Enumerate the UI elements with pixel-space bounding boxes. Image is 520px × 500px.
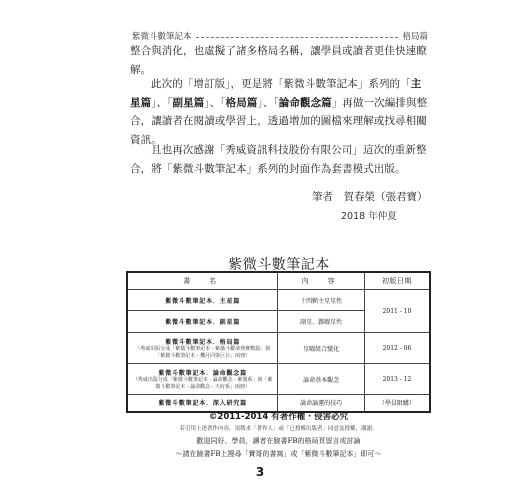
book-name: 紫微斗數筆記本．主星篇 <box>165 297 241 305</box>
header-book: 書 名 <box>127 272 278 290</box>
header-divider <box>196 37 399 38</box>
bold-concept: 論命觀念篇 <box>278 96 332 109</box>
content-cell: 論命論運的技巧 <box>278 395 364 412</box>
book-name: 紫微斗數筆記本．格局篇 <box>165 338 241 346</box>
date-cell: （學員限購） <box>364 395 430 412</box>
table-title: 紫微斗數筆記本 <box>228 257 330 273</box>
book-cell <box>127 364 278 395</box>
content-cell: 星曜組合變化 <box>278 333 364 364</box>
table-row <box>127 364 430 395</box>
paragraph-2-text: 」、「 <box>257 96 279 109</box>
book-cell <box>127 333 278 364</box>
editions-table <box>126 271 431 413</box>
bold-secondary-star: 副星篇 <box>172 96 205 109</box>
paragraph-2-text: 」再做一次編排與整合，讓讀者在閱讀或學習上，透過增加的圖檔來理解或找尋相關資訊。 <box>130 96 428 146</box>
content-cell: 十四顆主星星性 <box>278 290 364 311</box>
running-header <box>132 29 428 43</box>
signature-date: 2018 年仲夏 <box>341 211 397 222</box>
author-signature: 筆者 賀春榮（張君寶） <box>312 191 428 203</box>
book-cell <box>127 290 278 311</box>
header-section-title: 格局篇 <box>402 32 428 42</box>
header-date: 初版日期 <box>364 272 430 290</box>
bold-main-star: 主星篇 <box>130 78 422 109</box>
paragraph-2-text: 」、「 <box>151 96 173 109</box>
paragraph-2 <box>130 75 430 149</box>
table-row <box>127 333 430 364</box>
page-number: 3 <box>255 465 265 479</box>
copyright-notice: ©2011-2014 有著作權 ‧ 侵害必究 <box>208 412 349 422</box>
book-cell <box>127 311 278 333</box>
book-cell <box>127 395 278 412</box>
book-name: 紫微斗數筆記本．副星篇 <box>165 319 241 326</box>
footer-line-1: 歡迎同好、學員，讀者在臉書FB的格局頁留言或討論 <box>196 437 361 445</box>
paragraph-1: 整合與消化，也虛擬了諸多格局名稱，讓學員或讀者更佳快速瞭解。 <box>130 45 427 76</box>
table-row <box>127 395 430 412</box>
date-cell: 2011 - 10 <box>364 290 430 333</box>
table-header-row <box>127 272 430 290</box>
content-cell: 副星、雜曜星性 <box>278 311 364 333</box>
date-cell: 2012 - 06 <box>364 333 430 364</box>
header-book-title: 紫微斗數筆記本 <box>132 32 192 42</box>
content-cell: 論命基本觀念 <box>278 364 364 395</box>
footer-line-2: ～請在臉書FB上搜尋「寶哥的書窩」或「紫微斗數筆記本」即可～ <box>175 450 382 458</box>
paragraph-2-text: 此次的「增訂版」，更是將「紫微斗數筆記本」系列的「 <box>151 78 411 90</box>
paragraph-2-text: 」、「 <box>204 96 226 109</box>
book-note: （秀威出版分成「紫微斗數筆記本 - 紫薇斗數命理實戰篇」與「紫微斗數筆記本 - 機月同梁巨日」兩冊） <box>135 345 271 359</box>
book-name: 紫微斗數筆記本．深入研究篇 <box>158 400 247 408</box>
paragraph-3: 且也再次感謝「秀威資訊科技股份有限公司」這次的重新整合，將「紫微斗數筆記本」系列的封面作為套書模式出版。 <box>130 144 427 175</box>
copyright-subnote: 若引用上述著作內容，須徵求「著作人」或「已授權出版者」同意及授權，謝謝。 <box>179 426 378 432</box>
book-note: （秀威出版分成「紫微斗數筆記本 - 論命觀念 - 紫微系」與「紫微斗數筆記本 - 論命觀念 - 天府系」兩冊） <box>132 376 273 390</box>
bold-pattern: 格局篇 <box>225 96 258 109</box>
table-row <box>127 290 430 311</box>
header-content: 內 容 <box>278 272 364 290</box>
book-name: 紫微斗數筆記本．論命觀念篇 <box>158 369 247 377</box>
date-cell: 2013 - 12 <box>364 364 430 395</box>
